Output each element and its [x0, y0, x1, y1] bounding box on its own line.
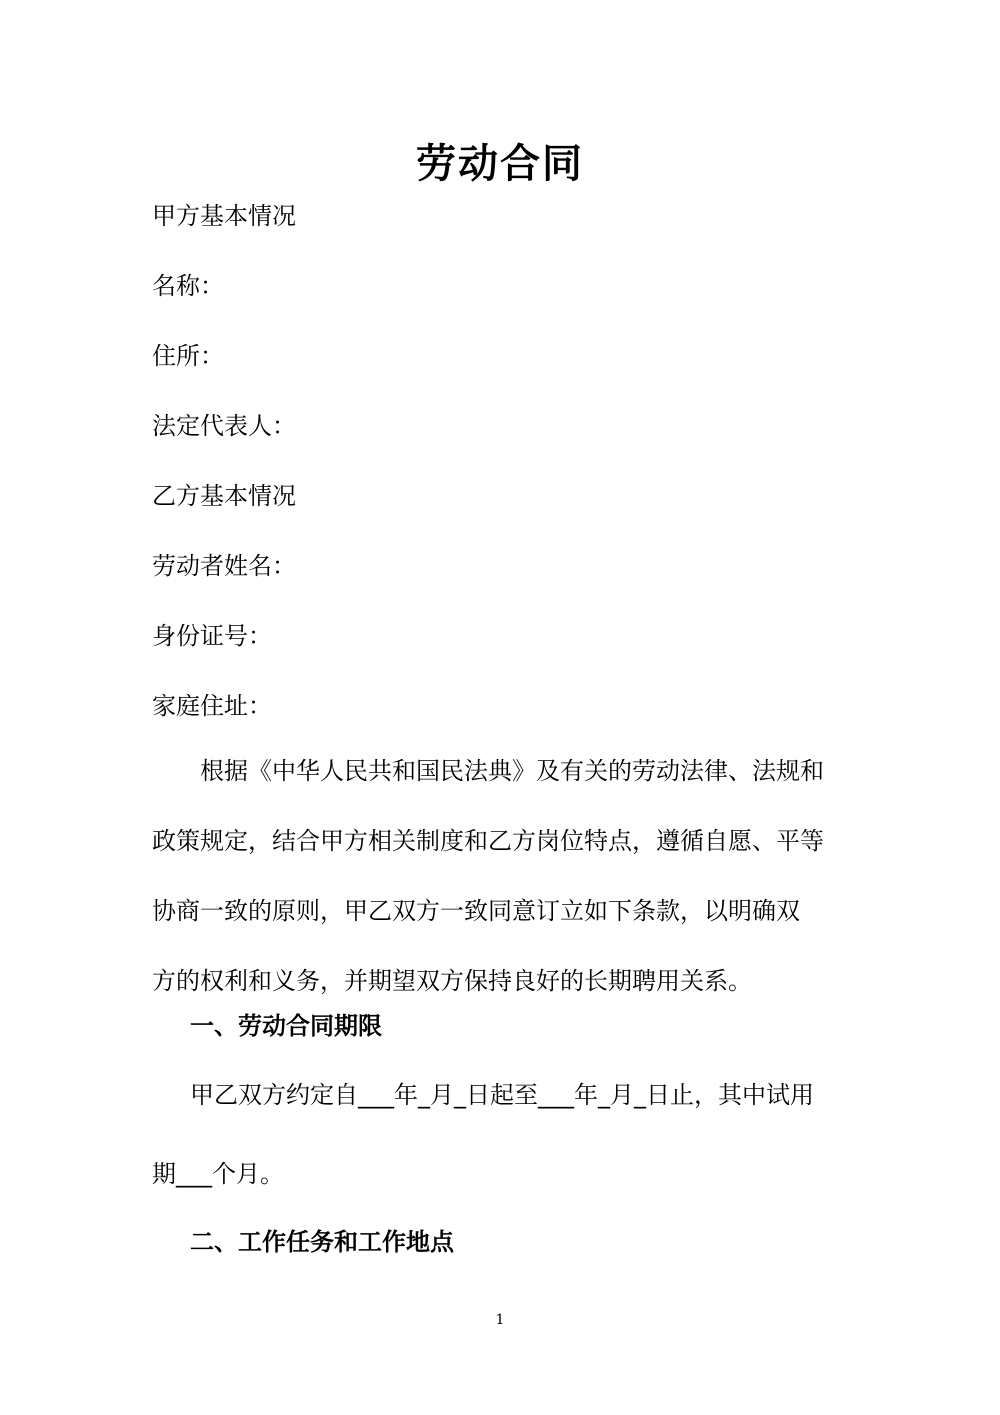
party-a-address-label: 住所：: [152, 342, 224, 370]
preamble-line: 方的权利和义务，并期望双方保持良好的长期聘用关系。: [152, 967, 752, 995]
preamble-paragraph: [152, 736, 852, 1016]
section-2-heading: 二、工作任务和工作地点: [190, 1228, 454, 1256]
section-1-term-line: 甲乙双方约定自___年_月_日起至___年_月_日止，其中试用: [190, 1081, 814, 1109]
party-a-name-label: 名称：: [152, 272, 224, 300]
party-b-worker-name-label: 劳动者姓名：: [152, 552, 296, 580]
preamble-line: 根据《中华人民共和国民法典》及有关的劳动法律、法规和: [152, 757, 824, 785]
party-a-legal-rep-label: 法定代表人：: [152, 412, 296, 440]
page-number: 1: [495, 1312, 505, 1328]
preamble-line: 协商一致的原则，甲乙双方一致同意订立如下条款，以明确双: [152, 897, 800, 925]
document-title: 劳动合同: [416, 141, 584, 187]
preamble-line: 政策规定，结合甲方相关制度和乙方岗位特点，遵循自愿、平等: [152, 827, 824, 855]
party-b-id-number-label: 身份证号：: [152, 622, 272, 650]
party-a-heading: 甲方基本情况: [152, 202, 296, 230]
section-1-heading: 一、劳动合同期限: [190, 1012, 382, 1040]
party-b-home-address-label: 家庭住址：: [152, 692, 272, 720]
party-b-heading: 乙方基本情况: [152, 482, 296, 510]
section-1-probation-line: 期___个月。: [152, 1160, 284, 1188]
